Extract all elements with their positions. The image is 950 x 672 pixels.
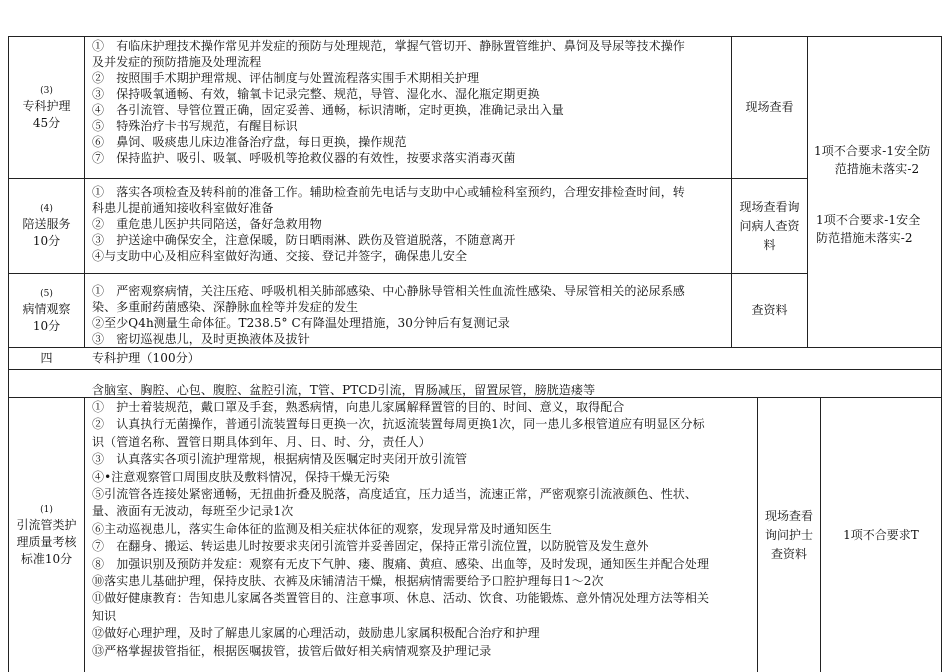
category-number: (4) bbox=[40, 204, 53, 214]
deduction-line: 范措施未落实-2 bbox=[834, 162, 920, 176]
check-method-5 bbox=[732, 274, 807, 347]
deduction-line: 1项不合要求-1安全防 bbox=[814, 144, 931, 158]
criteria-list-5 bbox=[92, 283, 728, 347]
deduction-cell-1 bbox=[821, 398, 941, 672]
criteria-list-3 bbox=[92, 38, 728, 166]
criteria-list-1 bbox=[92, 399, 754, 660]
pipe-types-text: 含脑室、胸腔、心包、腹腔、盆腔引流，T管、PTCD引流，胃肠减压，留置尿管，膀胱造瘘等 bbox=[92, 383, 596, 397]
category-score: 10分 bbox=[32, 234, 61, 248]
criteria-item: ③ 护送途中确保安全，注意保暖，防日晒雨淋、跌伤及管道脱落，不随意离开 bbox=[92, 233, 516, 247]
col-divider-1 bbox=[84, 36, 85, 348]
criteria-item: ① 落实各项检查及转科前的准备工作。辅助检查前先电话与支助中心或辅检科室预约，合理安排检查时间，转 bbox=[92, 185, 685, 199]
criteria-item: 染、多重耐药菌感染、深静脉血栓等并发症的发生 bbox=[92, 300, 359, 314]
criteria-item: ⑪做好健康教育：告知患儿家属各类置管目的、注意事项、休息、活动、饮食、功能锻炼、意外情况处理方法等相关 bbox=[92, 591, 710, 606]
criteria-item: ⑤引流管各连接处紧密通畅，无扭曲折叠及脱落，高度适宜，压力适当，流速正常，严密观察引流液颜色、性状、 bbox=[92, 487, 698, 502]
criteria-item: ④ 各引流管、导管位置正确，固定妥善、通畅，标识清晰，定时更换，准确记录出入量 bbox=[92, 103, 564, 117]
category-number: (3) bbox=[40, 85, 53, 96]
category-number: (5) bbox=[40, 288, 53, 299]
category-name: 陪送服务 bbox=[22, 217, 71, 231]
criteria-item: ① 有临床护理技术操作常见并发症的预防与处理规范，掌握气管切开、静脉置管维护、鼻饲及导尿等技术操作 bbox=[92, 39, 685, 53]
criteria-item: ③ 密切巡视患儿，及时更换液体及拔针 bbox=[92, 332, 310, 346]
section-number-text: 四 bbox=[40, 351, 53, 365]
deduction-text: 1项不合要求T bbox=[843, 527, 919, 542]
category-cell-3 bbox=[9, 37, 84, 178]
category-name-line: 标准10分 bbox=[20, 551, 73, 566]
criteria-item: ② 认真执行无菌操作，普通引流装置每日更换一次，抗返流装置每周更换1次，同一患儿多根管道应有明显区分标 bbox=[92, 417, 705, 432]
row-divider-4 bbox=[8, 369, 942, 370]
criteria-item: ③ 认真落实各项引流护理常规，根据病情及医嘱定时夹闭开放引流管 bbox=[92, 452, 468, 467]
category-name-line: 引流管类护 bbox=[16, 517, 77, 532]
category-name: 病情观察 bbox=[22, 301, 71, 316]
criteria-list-4 bbox=[92, 184, 728, 264]
col-divider-3 bbox=[807, 36, 808, 348]
section-title-text: 专科护理（100分） bbox=[92, 351, 200, 365]
criteria-item: ④•注意观察管口周围皮肤及敷料情况，保持干燥无污染 bbox=[92, 469, 390, 484]
criteria-item: 知识 bbox=[92, 608, 117, 623]
category-cell-5 bbox=[9, 274, 84, 347]
section-number bbox=[9, 348, 84, 369]
check-method-4 bbox=[732, 179, 807, 273]
check-method-line: 询问护士 bbox=[764, 527, 813, 542]
check-method-line: 现场查看 bbox=[764, 508, 813, 523]
section-title bbox=[92, 350, 728, 366]
category-score: 10分 bbox=[32, 318, 61, 333]
category-score: 45分 bbox=[32, 115, 61, 130]
category-cell-1 bbox=[9, 398, 84, 672]
criteria-item: ① 护士着装规范，戴口罩及手套，熟悉病情，向患儿家属解释置管的目的、时间、意义，取得配合 bbox=[92, 400, 625, 414]
criteria-item: 科患儿提前通知接收科室做好准备 bbox=[92, 201, 274, 215]
check-method-text: 查资料 bbox=[751, 303, 788, 317]
criteria-item: ⑦ 在翻身、搬运、转运患儿时按要求夹闭引流管并妥善固定，保持正常引流位置，以防脱管及发生意外 bbox=[92, 539, 649, 554]
criteria-item: ⑥主动巡视患儿，落实生命体征的监测及相关症状体征的观察，发现异常及时通知医生 bbox=[92, 521, 552, 536]
check-method-1 bbox=[758, 398, 820, 672]
category-number: (1) bbox=[40, 504, 53, 515]
category-cell-4 bbox=[9, 179, 84, 273]
check-method-line: 问病人查资 bbox=[739, 218, 800, 233]
deduction-note-a bbox=[814, 142, 940, 178]
criteria-item: ⑥ 鼻饲、吸痰患儿床边准备治疗盘，每日更换，操作规范 bbox=[92, 135, 407, 149]
check-method-line: 料 bbox=[763, 237, 776, 252]
check-method-line: 查资料 bbox=[770, 546, 807, 561]
row-divider-1 bbox=[8, 178, 808, 179]
criteria-item: ② 按照围手术期护理常规、评估制度与处置流程落实围手术期相关护理 bbox=[92, 71, 480, 85]
criteria-item: 及并发症的预防措施及处理流程 bbox=[92, 55, 262, 69]
criteria-item: ④与支助中心及相应科室做好沟通、交接、登记并签字，确保患儿安全 bbox=[92, 249, 468, 263]
category-name: 专科护理 bbox=[22, 98, 71, 113]
criteria-item: 识（管道名称、置管日期具体到年、月、日、时、分，责任人） bbox=[92, 434, 431, 449]
criteria-item: ⑦ 保持监护、吸引、吸氧、呼吸机等抢救仪器的有效性，按要求落实消毒灭菌 bbox=[92, 151, 516, 165]
row-divider-3 bbox=[8, 347, 942, 348]
check-method-line: 现场查看询 bbox=[739, 199, 800, 214]
table-border-right bbox=[941, 36, 942, 672]
criteria-item: ② 重危患儿医护共同陪送，备好急救用物 bbox=[92, 217, 322, 231]
criteria-item: ① 严密观察病情，关注压疮、呼吸机相关肺部感染、中心静脉导管相关性血流性感染、导尿管相关的泌尿系感 bbox=[92, 284, 685, 298]
criteria-item: ⑤ 特殊治疗卡书写规范，有醒目标识 bbox=[92, 119, 298, 133]
criteria-item: ⑧ 加强识别及预防并发症：观察有无皮下气肿、瘘、腹痛、黄疸、感染、出血等，及时发现，通知医生并配合处理 bbox=[92, 556, 710, 571]
deduction-line: 防范措施未落实-2 bbox=[816, 231, 913, 245]
deduction-note-b bbox=[816, 211, 940, 247]
check-method-text: 现场查看 bbox=[745, 100, 794, 114]
criteria-item: 量、液面有无波动，每班至少记录1次 bbox=[92, 504, 294, 519]
criteria-item: ⑫做好心理护理，及时了解患儿家属的心理活动，鼓励患儿家属积极配合治疗和护理 bbox=[92, 626, 540, 641]
criteria-item: ⑩落实患儿基础护理，保持皮肤、衣裤及床铺清洁干燥，根据病情需要给予口腔护理每日1～2次 bbox=[92, 574, 604, 589]
row-divider-2 bbox=[8, 273, 808, 274]
check-method-3 bbox=[732, 37, 807, 178]
criteria-item: ⑬严格掌握拔管指征，根据医嘱拔管，拔管后做好相关病情观察及护理记录 bbox=[92, 643, 492, 658]
deduction-line: 1项不合要求-1安全 bbox=[816, 213, 921, 227]
criteria-item: ③ 保持吸氧通畅、有效，输氧卡记录完整、规范，导管、湿化水、湿化瓶定期更换 bbox=[92, 87, 540, 101]
category-name-line: 理质量考核 bbox=[16, 534, 77, 549]
pipe-types bbox=[92, 382, 792, 398]
criteria-item: ②至少Q4h测量生命体征。T238.5° C有降温处理措施，30分钟后有复测记录 bbox=[92, 316, 510, 330]
col-divider-1b bbox=[84, 397, 85, 672]
